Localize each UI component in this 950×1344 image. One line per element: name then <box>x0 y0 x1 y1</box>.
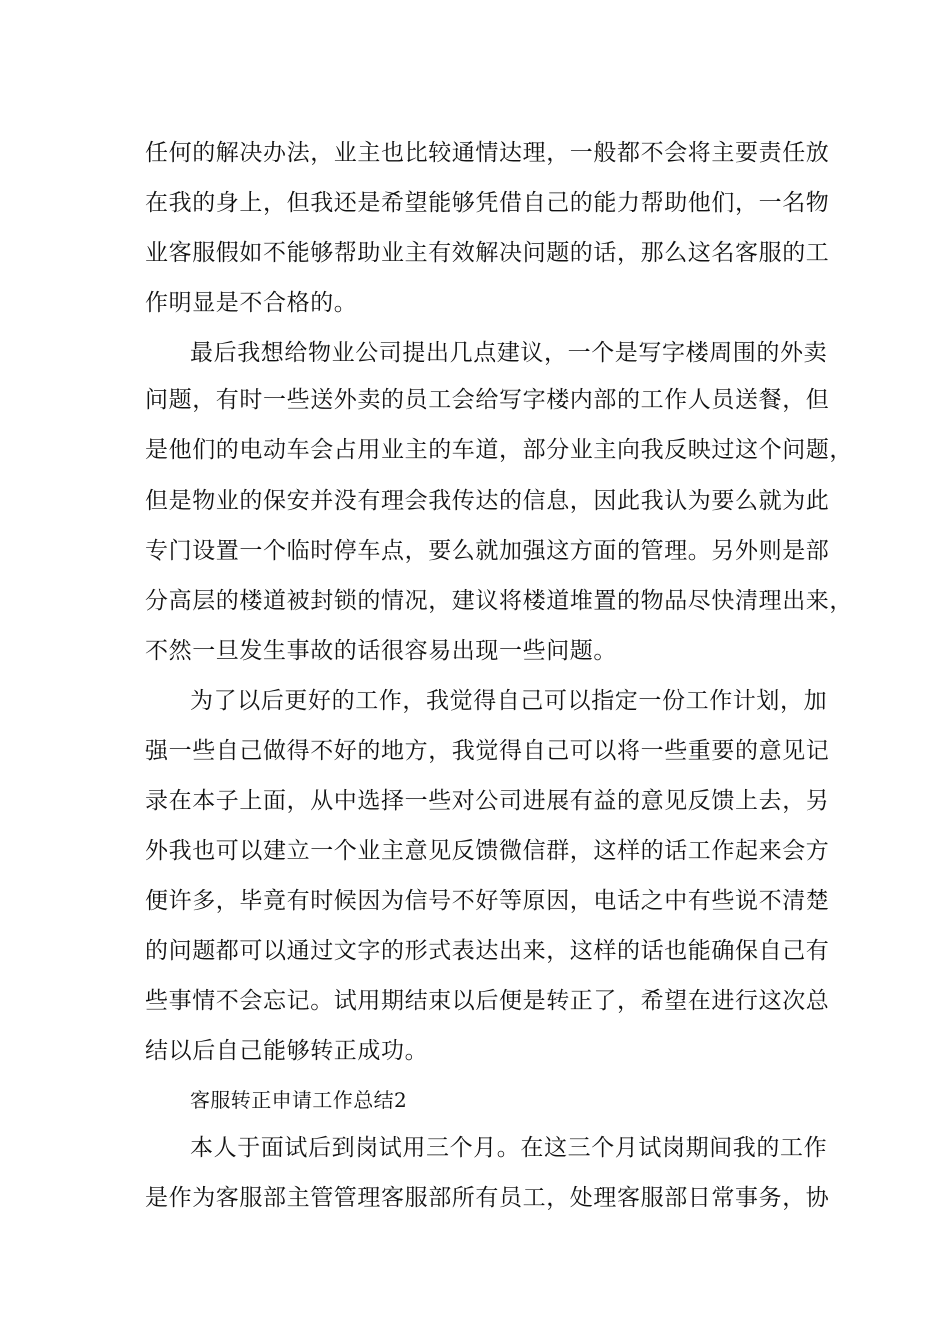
text-line: 结以后自己能够转正成功。 <box>145 1038 429 1064</box>
text-line: 便许多，毕竟有时候因为信号不好等原因，电话之中有些说不清楚 <box>145 888 830 914</box>
text-line: 是作为客服部主管管理客服部所有员工，处理客服部日常事务，协 <box>145 1185 830 1211</box>
text-line: 在我的身上，但我还是希望能够凭借自己的能力帮助他们，一名物 <box>145 190 830 216</box>
text-line: 本人于面试后到岗试用三个月。在这三个月试岗期间我的工作 <box>190 1135 828 1161</box>
text-line: 作明显是不合格的。 <box>145 290 358 316</box>
text-line: 业客服假如不能够帮助业主有效解决问题的话，那么这名客服的工 <box>145 240 830 266</box>
text-line: 但是物业的保安并没有理会我传达的信息，因此我认为要么就为此 <box>145 488 830 514</box>
text-line: 任何的解决办法，业主也比较通情达理，一般都不会将主要责任放 <box>145 140 830 166</box>
text-line: 是他们的电动车会占用业主的车道，部分业主向我反映过这个问题， <box>145 437 853 463</box>
text-line: 些事情不会忘记。试用期结束以后便是转正了，希望在进行这次总 <box>145 988 830 1014</box>
text-line: 外我也可以建立一个业主意见反馈微信群，这样的话工作起来会方 <box>145 838 830 864</box>
text-line: 不然一旦发生事故的话很容易出现一些问题。 <box>145 638 617 664</box>
text-line: 的问题都可以通过文字的形式表达出来，这样的话也能确保自己有 <box>145 938 830 964</box>
text-line: 问题，有时一些送外卖的员工会给写字楼内部的工作人员送餐，但 <box>145 387 830 413</box>
text-line: 为了以后更好的工作，我觉得自己可以指定一份工作计划，加 <box>190 688 828 714</box>
section-heading: 客服转正申请工作总结2 <box>190 1088 408 1112</box>
text-line: 分高层的楼道被封锁的情况，建议将楼道堆置的物品尽快清理出来， <box>145 588 853 614</box>
text-line: 录在本子上面，从中选择一些对公司进展有益的意见反馈上去，另 <box>145 788 830 814</box>
text-line: 强一些自己做得不好的地方，我觉得自己可以将一些重要的意见记 <box>145 738 830 764</box>
text-line: 最后我想给物业公司提出几点建议，一个是写字楼周围的外卖 <box>190 340 828 366</box>
text-line: 专门设置一个临时停车点，要么就加强这方面的管理。另外则是部 <box>145 538 830 564</box>
